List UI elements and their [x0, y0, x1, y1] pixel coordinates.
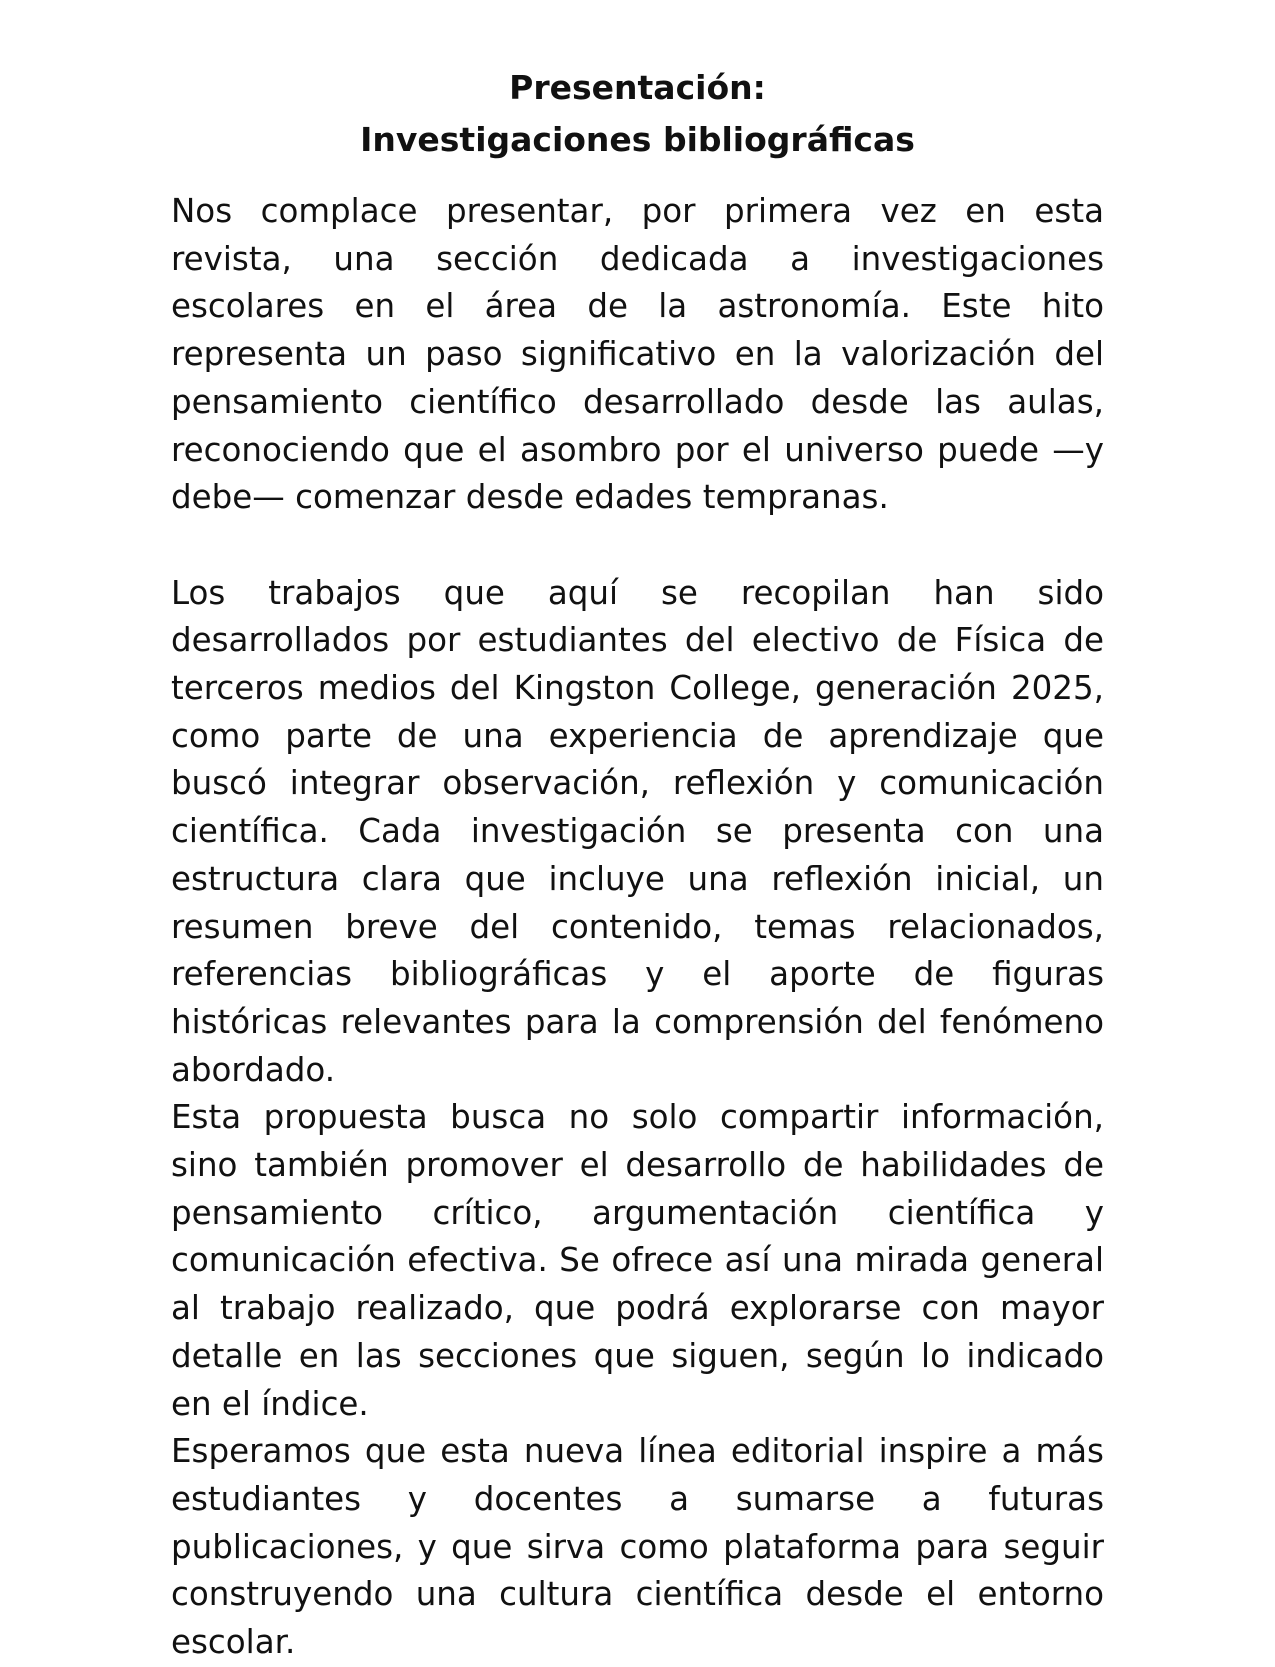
title-line-2: Investigaciones bibliográficas — [360, 120, 915, 159]
title-line-1: Presentación: — [509, 68, 766, 107]
paragraph-intro: Nos complace presentar, por primera vez en esta revista, una sección dedicada a investigaciones escolares en el área de la astronomía. Este hito representa un paso significativo en la valorización del pensamiento científico desarrollado desde las aulas, reconociendo que el asombro por el universo puede —y debe— comenzar desde edades tempranas. — [171, 192, 1104, 517]
paragraph-works: Los trabajos que aquí se recopilan han sido desarrollados por estudiantes del electivo de Física de terceros medios del Kingston College, generación 2025, como parte de una experiencia de aprendizaje que buscó integrar observación, reflexión y comunicación científica. Cada investigación se presenta con una estructura clara que incluye una reflexión inicial, un resumen breve del contenido, temas relacionados, referencias bibliográficas y el aporte de figuras históricas relevantes para la comprensión del fenómeno abordado. — [171, 573, 1104, 1089]
paragraph-closing: Esperamos que esta nueva línea editorial inspire a más estudiantes y docentes a sumarse a futuras publicaciones, y que sirva como plataforma para seguir construyendo una cultura científica desde el entorno escolar. — [171, 1432, 1104, 1662]
paragraph-purpose: Esta propuesta busca no solo compartir información, sino también promover el desarrollo de habilidades de pensamiento crítico, argumentación científica y comunicación efectiva. Se ofrece así una mirada general al trabajo realizado, que podrá explorarse con mayor detalle en las secciones que siguen, según lo indicado en el índice. — [171, 1098, 1104, 1423]
body-text — [171, 188, 1104, 1667]
page-title — [0, 62, 1275, 166]
